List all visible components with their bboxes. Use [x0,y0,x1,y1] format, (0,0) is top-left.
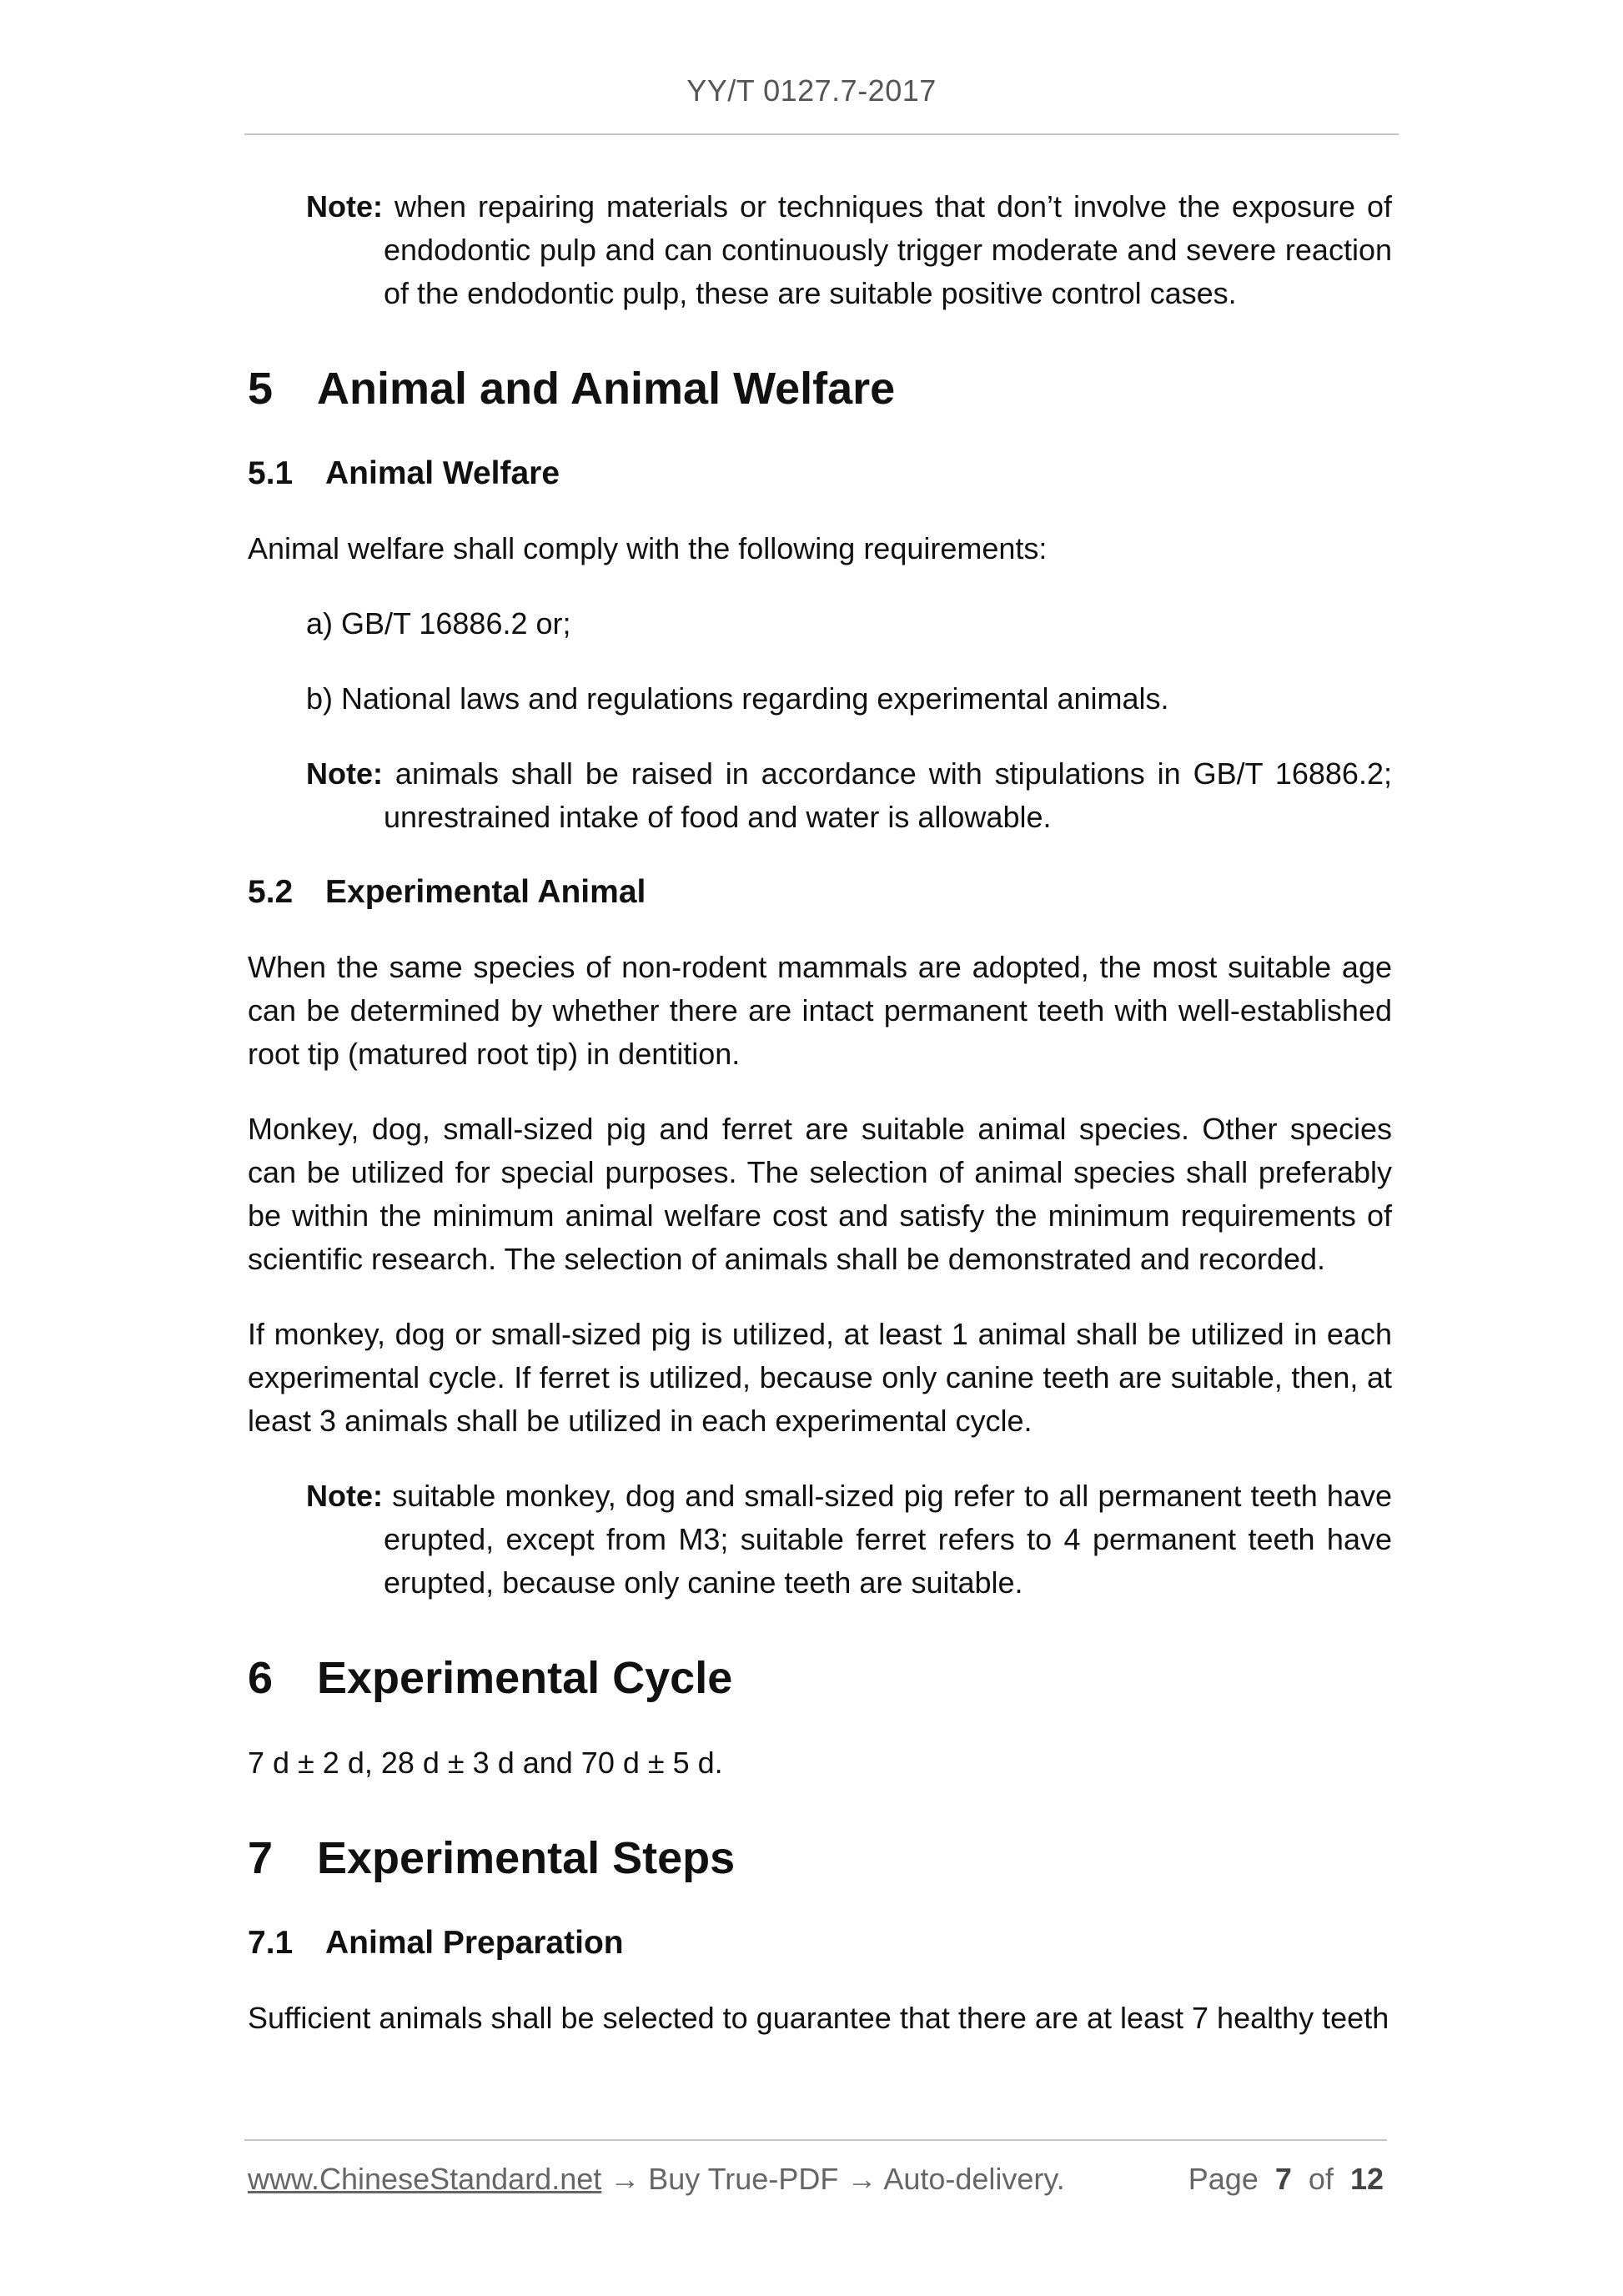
section-5-1-heading [248,452,1392,495]
section-6-heading [248,1651,1392,1705]
section-title: Experimental Cycle [317,1653,733,1703]
of-label: of [1308,2162,1334,2196]
list-item-a: a) GB/T 16886.2 or; [306,606,571,641]
section-5-2-heading [248,871,1392,914]
paragraph: 7 d ± 2 d, 28 d ± 3 d and 70 d ± 5 d. [248,1746,723,1780]
footer-tagline: → Buy True-PDF → Auto-delivery. [601,2162,1065,2196]
subsection-number: 5.1 [248,455,294,491]
section-7-1-heading [248,1922,1392,1965]
note-positive-control [306,185,1392,315]
list-item-b: b) National laws and regulations regarding experimental animals. [306,681,1169,716]
note-label: Note: [306,189,383,224]
header-divider [244,133,1399,135]
paragraph: If monkey, dog or small-sized pig is utilized, at least 1 animal shall be utilized in each experimental cycle. If ferret is utilized, because only canine teeth are suitable, then, at least 3 animals shall be utilized in each experimental cycle. [248,1317,1392,1438]
section-number: 6 [248,1653,274,1703]
page-content [248,185,1392,2072]
note-text: suitable monkey, dog and small-sized pig refer to all permanent teeth have erupted, except from M3; suitable ferret refers to 4 permanent teeth have erupted, because only canine teeth are suitable. [384,1479,1392,1600]
page-label: Page [1188,2162,1259,2196]
note-text: when repairing materials or techniques that don’t involve the exposure of endodontic pulp and can continuously trigger moderate and severe reaction of the endodontic pulp, these are suitable positive control cases. [384,189,1392,310]
section-title: Animal and Animal Welfare [317,364,896,414]
section-title: Experimental Steps [317,1833,736,1883]
note-label: Note: [306,1479,383,1513]
subsection-title: Animal Welfare [325,455,560,491]
subsection-number: 5.2 [248,874,294,910]
note-suitable-animals [306,1475,1392,1605]
paragraph: Animal welfare shall comply with the following requirements: [248,531,1048,565]
section-number: 7 [248,1833,274,1883]
footer-divider [244,2139,1387,2141]
subsection-title: Animal Preparation [325,1925,624,1961]
footer [248,2162,1392,2197]
section-number: 5 [248,364,274,414]
website-link[interactable]: www.ChineseStandard.net [248,2162,602,2196]
section-7-heading [248,1831,1392,1885]
page-indicator [1188,2162,1384,2197]
page-number: 7 [1274,2162,1292,2196]
document-id-header: YY/T 0127.7-2017 [686,73,937,108]
paragraph: Monkey, dog, small-sized pig and ferret are suitable animal species. Other species can be utilized for special purposes. The selection of animal species shall preferably be within the minimum animal welfare cost and satisfy the minimum requirements of scientific research. The selection of animals shall be demonstrated and recorded. [248,1112,1392,1276]
note-text: animals shall be raised in accordance with stipulations in GB/T 16886.2; unrestrained intake of food and water is allowable. [384,756,1392,834]
page-total: 12 [1349,2162,1384,2196]
paragraph: Sufficient animals shall be selected to guarantee that there are at least 7 healthy teeth [248,2001,1389,2035]
note-label: Note: [306,756,383,791]
section-5-heading [248,362,1392,415]
subsection-number: 7.1 [248,1925,294,1961]
note-animal-raising [306,752,1392,839]
subsection-title: Experimental Animal [325,874,646,910]
paragraph: When the same species of non-rodent mammals are adopted, the most suitable age can be determined by whether there are intact permanent teeth with well-established root tip (matured root tip) in dentition. [248,950,1392,1071]
